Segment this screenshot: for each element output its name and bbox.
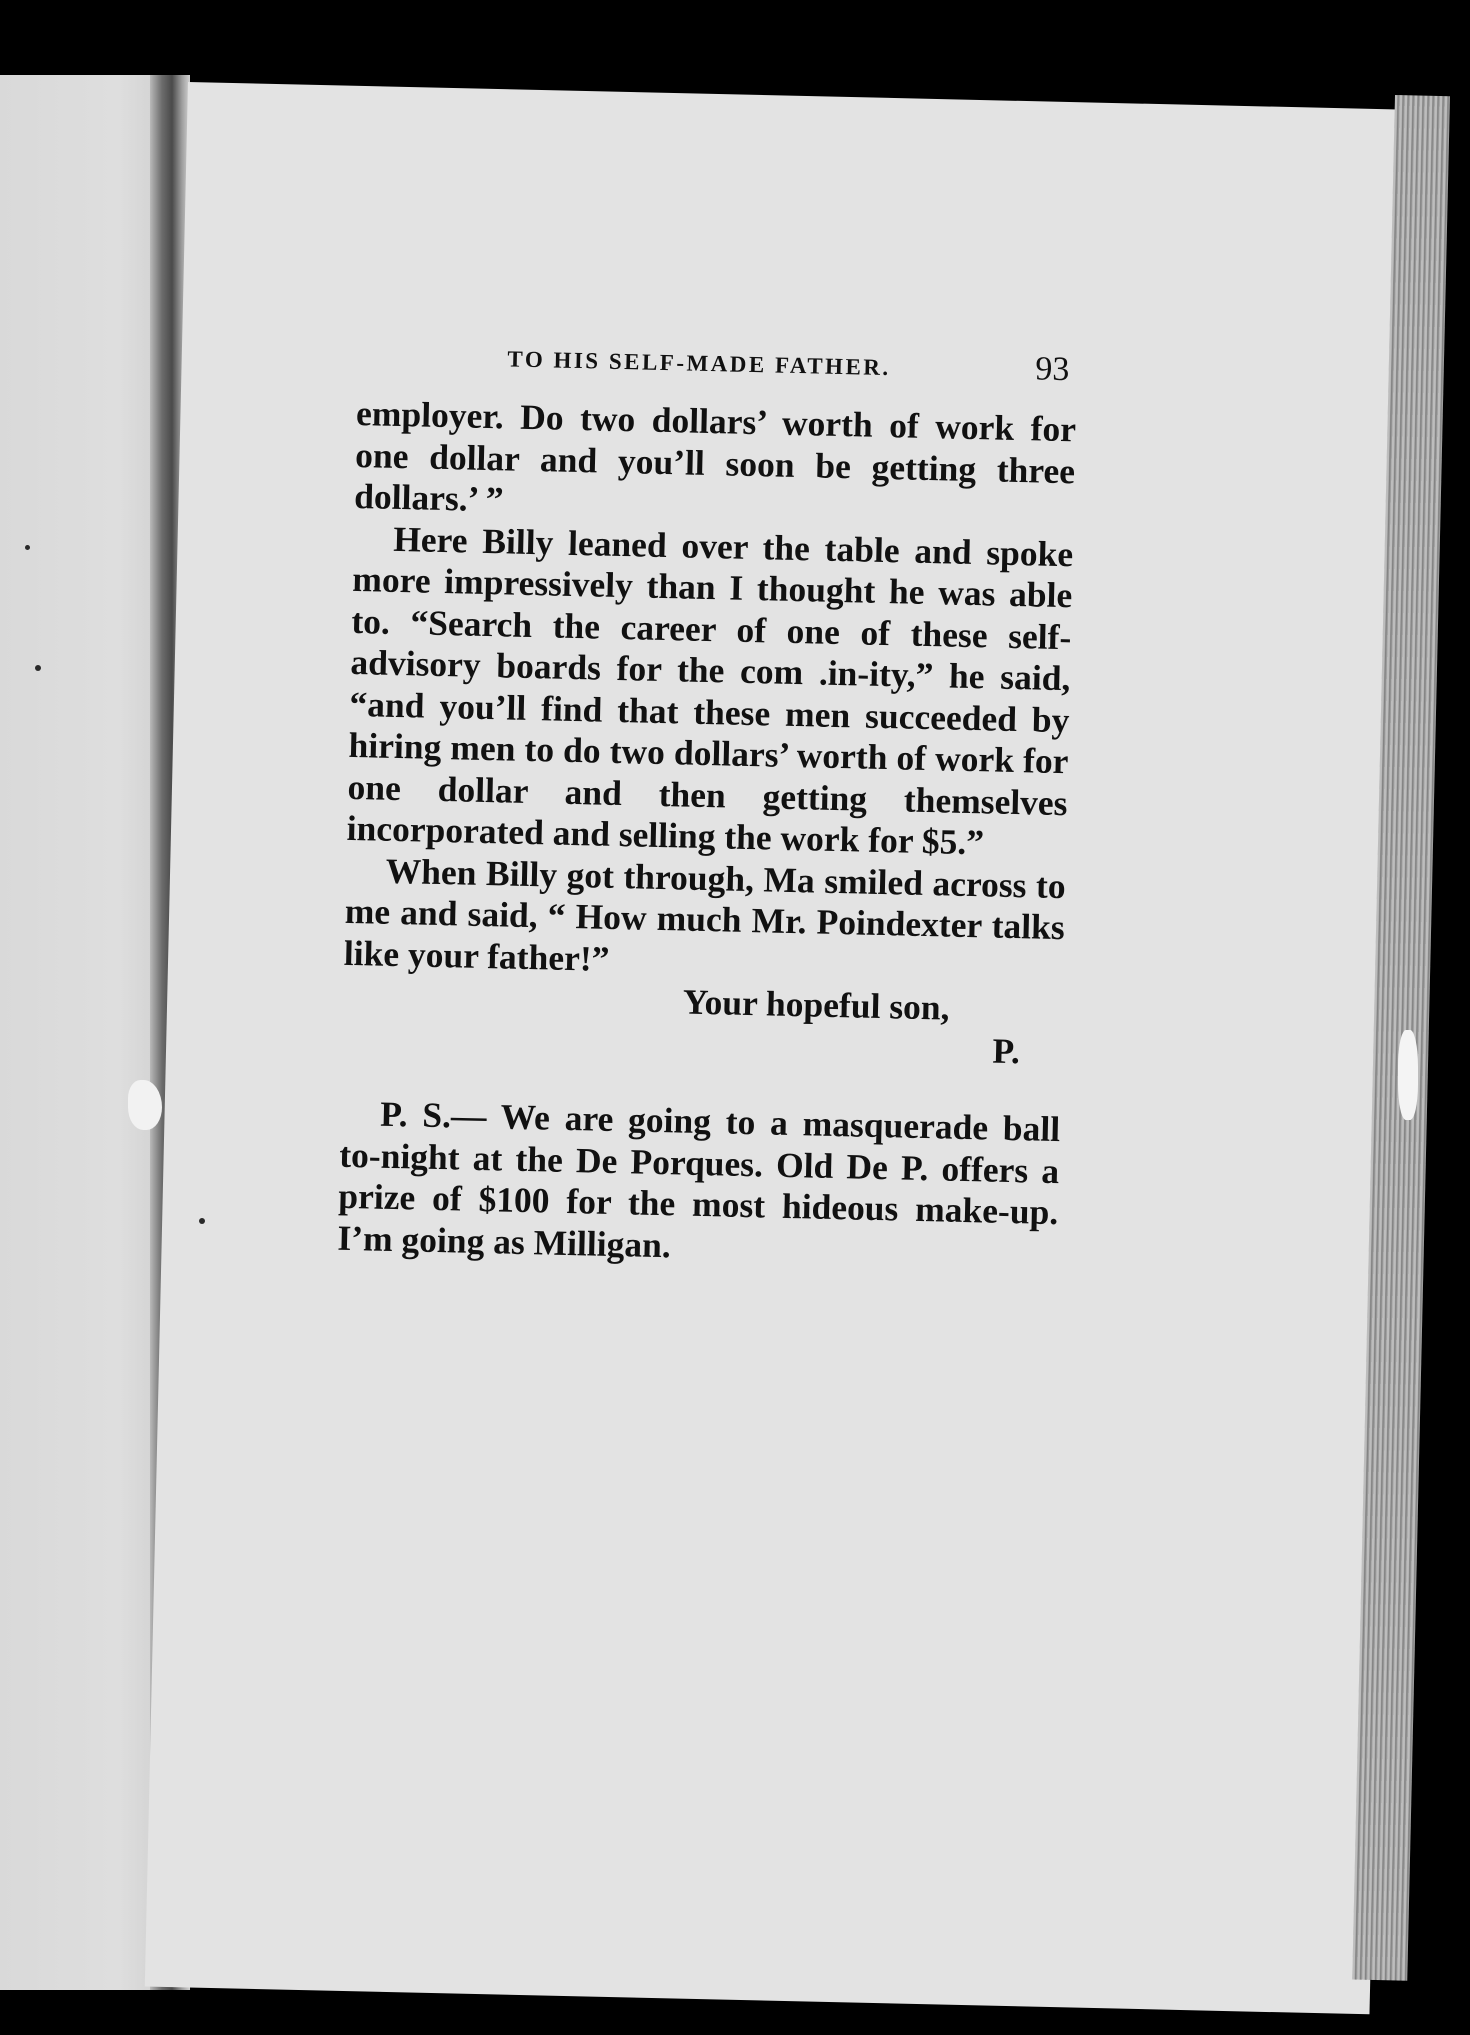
left-facing-page bbox=[0, 75, 170, 1990]
speck bbox=[25, 545, 30, 550]
paragraph: employer. Do two dollars’ worth of work for one dollar and you’ll soon be getting three dollars.’ ” bbox=[353, 392, 1077, 520]
page-number: 93 bbox=[1034, 350, 1070, 389]
page-text-block bbox=[337, 333, 1078, 1275]
postscript bbox=[337, 1093, 1061, 1275]
speck bbox=[35, 665, 41, 671]
speck bbox=[199, 1218, 205, 1224]
letter-closing: Your hopeful son, bbox=[682, 981, 950, 1028]
paper-tear-mark bbox=[1398, 1030, 1418, 1120]
letter-signature: P. bbox=[992, 1030, 1021, 1071]
postscript-text: P. S.— We are going to a masquerade ball to-night at the De Porques. Old De P. offers a prize of $100 for the most hideous make-up. I’m going as Milligan. bbox=[337, 1093, 1061, 1265]
paragraph: Here Billy leaned over the table and spoke more impressively than I thought he was able to. “Search the career of one of these self-advisory boards for the com .in-ity,” he said, “and you’ll find that these men succeeded by hiring men to do two dollars’ worth of work for one dollar and then getting themselves incorporated and selling the work for $5.” bbox=[346, 518, 1074, 863]
body-text bbox=[343, 393, 1076, 990]
running-title: TO HIS SELF-MADE FATHER. bbox=[507, 346, 891, 381]
paper-tear-left bbox=[128, 1080, 162, 1130]
paragraph: When Billy got through, Ma smiled across to me and said, “ How much Mr. Poindexter talks like your father!” bbox=[343, 850, 1067, 979]
